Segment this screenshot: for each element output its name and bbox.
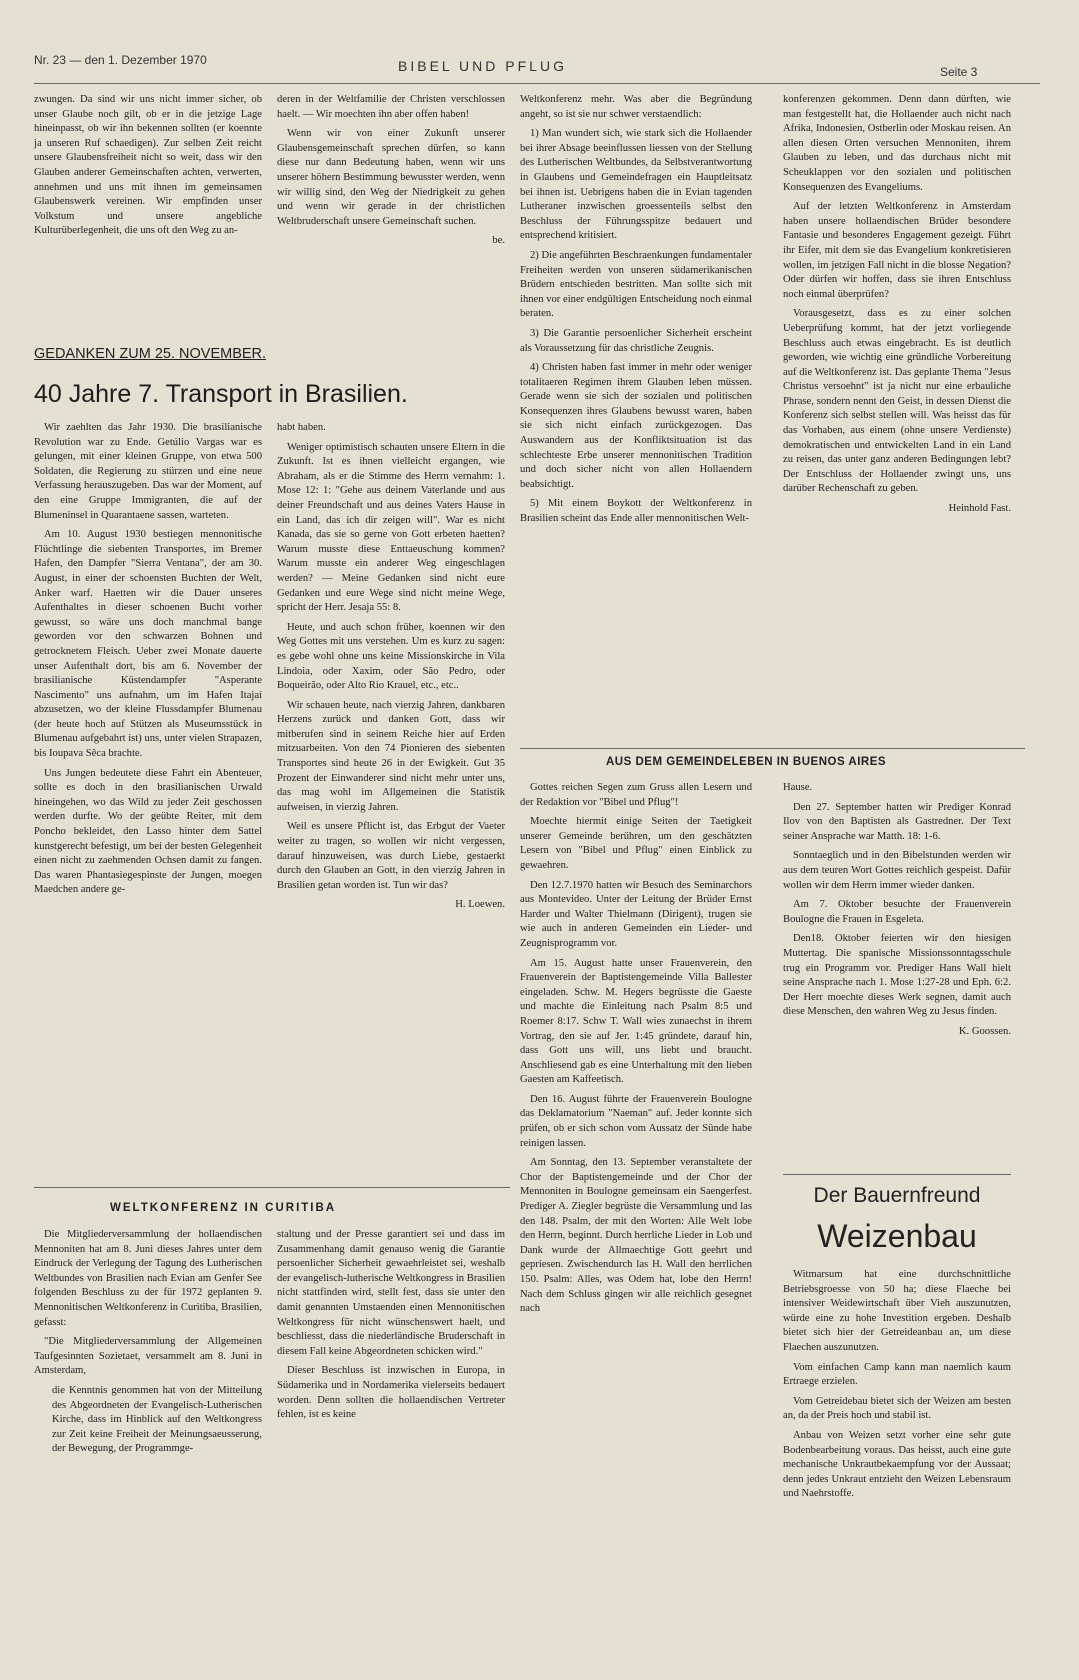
page-number: Seite 3 xyxy=(940,65,978,79)
paragraph: 4) Christen haben fast immer in mehr oder weniger totalitaeren Regimen ihrem Glauben leben müssen. Gerade wenn sie sich der sozialen und politischen Konsequenzen ihres Glaubens bewusst waren, haben sie sich nicht einfach zurückgezogen. Das Auswandern aus der Konfliktsituation ist das schlechteste Erbe unserer mennonitischen Tradition und doch sicher nicht von allen Hollaendern beabsichtigt. xyxy=(520,362,752,490)
paragraph: Am Sonntag, den 13. September veranstaltete der Chor der Baptistengemeinde und der Chor der Mennoniten in Boulogne gemeinsam ein Saengerfest. Prediger A. Ziegler begrüste die Versammlung und las den 148. Psalm, der mit den Worten: Alle Welt lobe den Herrn, beginnt. Durch herrliche Lieder in Lob und Dank wurde der Allmaechtige Gott geehrt und gepriesen. Zwischendurch las H. Wall den herrlichen 150. Psalm: Alles, was Odem hat, lobe den Herrn! Nach dem Schluss gingen wir alle reichlich gesegnet nach xyxy=(520,1157,752,1315)
signature: be. xyxy=(492,235,505,247)
paragraph: 5) Mit einem Boykott der Weltkonferenz in Brasilien scheint das Ende aller mennonitischen Welt- xyxy=(520,498,752,525)
paragraph: zwungen. Da sind wir uns nicht immer sicher, ob unser Glaube noch gilt, ob er in die jetzige Lage hineinpasst, ob wir ihn bekennen sollten (er koennte ja unseren Ruf schaedigen). Zur selben Zeit reicht unsere Glaubensfreiheit nicht so weit, dass wir den Glauben anderer Gemeinschaften achten, verwerten, annehmen und uns mit ihnen im gemeinsamen Glaubenswerk vereinen. Wir empfinden unser Volkstum und unsere angebliche Kulturüberlegenheit, die uns oft den Weg zu an- xyxy=(34,94,262,237)
article-column xyxy=(783,1268,1011,1507)
paragraph: Am 7. Oktober besuchte der Frauenverein Boulogne die Frauen in Esgeleta. xyxy=(783,899,1011,925)
paragraph: 2) Die angeführten Beschraenkungen fundamentaler Freiheiten werden von unseren südamerikanischen Brüdern entschieden bestritten. Man sollte sich mit ihnen vor einer endgültigen Entscheidung noch einmal beraten. xyxy=(520,249,752,320)
section-title: WELTKONFERENZ IN CURITIBA xyxy=(110,1202,337,1214)
paragraph: Die Mitgliederversammlung der hollaendischen Mennoniten hat am 8. Juni dieses Jahres unter dem Eindruck der Verlegung der Tagung des Lutherischen Weltbundes von Brasilien nach Evian am Genfer See folgenden Beschluss zu der für 1972 geplanten 9. Mennonitischen Weltkonferenz in Curitiba, Brasilien, gefasst: xyxy=(34,1229,262,1328)
paragraph: deren in der Weltfamilie der Christen verschlossen haelt. — Wir moechten ihn aber offen haben! xyxy=(277,94,505,120)
article-column xyxy=(783,781,1011,1045)
signature: H. Loewen. xyxy=(455,899,505,911)
paragraph: Moechte hiermit einige Seiten der Taetigkeit unserer Gemeinde berühren, um den geschätzten Lesern von "Bibel und Pflug" einen Einblick zu gewaehren. xyxy=(520,816,752,871)
top-column-1 xyxy=(34,93,262,244)
section-rule xyxy=(34,1187,510,1188)
article-column xyxy=(277,1228,505,1428)
column-kicker: Der Bauernfreund xyxy=(813,1184,981,1207)
paragraph: 3) Die Garantie persoenlicher Sicherheit erscheint als Voraussetzung für das christliche Zeugnis. xyxy=(520,327,752,354)
paragraph: Auf der letzten Weltkonferenz in Amsterdam haben unsere hollaendischen Brüder besondere Fantasie und besonderes Engagement gezeigt. Führt ihr Eifer, mit dem sie das Evangelium konkretisieren wollen, im jetzigen Fall nicht in die blosse Negation? Oder dürfen wir hoffen, dass sie ihren Entschluss noch einmal überprüfen? xyxy=(783,201,1011,300)
quote-paragraph: die Kenntnis genommen hat von der Mitteilung des Abgeordneten der Evangelisch-Lutherischen Kirche, dass im Hinblick auf den Weltkongress zur Zeit keine Freiheit der Meinungsaeusserung, der Bewegung, der Programmge- xyxy=(52,1384,262,1455)
paragraph: Den18. Oktober feierten wir den hiesigen Muttertag. Die spanische Missionssonntagsschule trug ein Programm vor. Prediger Hans Wall hielt seine Ansprache nach 1. Mose 1:27-28 und Eph. 6:2. Der Herr moechte dieses Werk segnen, damit auch diese Menschen, den wahren Weg zu Jesus finden. xyxy=(783,933,1011,1018)
article-headline: Weizenbau xyxy=(817,1218,977,1254)
article-column xyxy=(783,93,1011,522)
paragraph: Vom Getreidebau bietet sich der Weizen am besten an, da der Preis hoch und stabil ist. xyxy=(783,1395,1011,1422)
paragraph: konferenzen gekommen. Denn dann dürften, wie man festgestellt hat, die Hollaender auch nicht nach Afrika, Indonesien, Ostberlin oder Moskau reisen. An allen diesen Orten versuchen Mennoniten, ihrem Glauben zu leben, und das durchaus nicht mit Scheuklappen vor den sozialen und politischen Konsequenzen des Evangeliums. xyxy=(783,94,1012,193)
paragraph: "Die Mitgliederversammlung der Allgemeinen Taufgesinnten Sozietaet, versammelt am 8. Juni in Amsterdam, xyxy=(34,1336,262,1377)
paragraph: Wir zaehlten das Jahr 1930. Die brasilianische Revolution war zu Ende. Getúlio Vargas war es gelungen, mit einer kleinen Gruppe, von etwa 500 Soldaten, die Regierung zu stürzen und eine neue Verfassung herauszugeben. Das war der Moment, auf den eine Gruppe Immigranten, die auf der Blumeninsel in Quarantaene sassen, warteten. xyxy=(34,422,262,521)
header-rule xyxy=(34,83,1040,84)
article-kicker: GEDANKEN ZUM 25. NOVEMBER. xyxy=(34,346,267,362)
paragraph: Anbau von Weizen setzt vorher eine sehr gute Bodenbearbeitung voraus. Das heisst, auch eine gute mechanische Unkrautbekaempfung vor der Aussaat; denn jedes Unkraut entzieht den Weizen Lebensraum und Naehrstoffe. xyxy=(783,1429,1011,1500)
paragraph: Den 12.7.1970 hatten wir Besuch des Seminarchors aus Montevideo. Unter der Leitung der Brüder Ernst Harder und Walter Thielmann (Dirigent), trugen sie wie auch in anderen Gemeinden ein Lieder- und Zeugnisprogramm vor. xyxy=(520,879,752,949)
paragraph: Weil es unsere Pflicht ist, das Erbgut der Vaeter weiter zu tragen, so wollen wir nicht vergessen, darauf hinzuweisen, was durch Liebe, gestaerkt durch den Glauben an Gott, in den vierzig Jahren in Brasilien getan worden ist. Tun wir das? xyxy=(277,821,505,891)
article-column xyxy=(34,1228,262,1462)
paragraph: staltung und der Presse garantiert sei und dass im Zusammenhang damit genauso wenig die Garantie persoenlicher Sicherheit gewaehrleistet sei, weshalb der evangelisch-lutherische Weltkongress in Brasilien nicht stattfinden wird, stellt fest, dass sie unter den damit genannten Umstaenden einen Mennonitischen Weltkongress für nicht wünschenswert haelt, und beschliesst, dass die niederländische Bruderschaft in diesem Fall keine Abgeordneten schicken wird." xyxy=(277,1229,505,1357)
paragraph: Dieser Beschluss ist inzwischen in Europa, in Südamerika und in Nordamerika vielerseits bedauert worden. Denn sollten die hollaendischen Vertreter fehlen, ist es keine xyxy=(277,1365,505,1421)
article-column xyxy=(520,93,752,532)
issue-info: Nr. 23 — den 1. Dezember 1970 xyxy=(34,53,207,67)
section-title: AUS DEM GEMEINDELEBEN IN BUENOS AIRES xyxy=(606,756,887,768)
newspaper-title: BIBEL UND PFLUG xyxy=(398,58,567,74)
article-headline: 40 Jahre 7. Transport in Brasilien. xyxy=(34,380,408,408)
paragraph: Wenn wir von einer Zukunft unserer Glaubensgemeinschaft sprechen dürfen, so kann diese nur dann Bedeutung haben, wenn wir uns unserer höhern Bestimmung bewusster werden, wenn wir willig sind, den Weg der Niedrigkeit zu gehen und wenn wir gerade in der christlichen Weltbruderschaft unsere Gemeinschaft suchen. xyxy=(277,128,505,227)
top-column-2 xyxy=(277,93,505,254)
paragraph: Sonntaeglich und in den Bibelstunden werden wir aus dem teuren Wort Gottes reichlich gespeist. Dafür wollen wir dem Herrn immer wieder danken. xyxy=(783,850,1011,891)
paragraph: Vom einfachen Camp kann man naemlich kaum Ertraege erzielen. xyxy=(783,1361,1011,1388)
article-column xyxy=(520,781,752,1322)
paragraph: Witmarsum hat eine durchschnittliche Betriebsgroesse von 50 ha; diese Flaeche bei intensiver Weidewirtschaft über Vieh auszunutzen, würde eine zu hohe Investition ergeben. Deshalb bietet sich hier der Getreideanbau an, um diese Flaechen auszunutzen. xyxy=(783,1269,1011,1353)
paragraph: Am 15. August hatte unser Frauenverein, den Frauenverein der Baptistengemeinde Villa Ballester eingeladen. Schw. M. Hegers begrüsste die Gaeste und machte die Einleitung nach Psalm 8:5 und Roemer 8:17. Schw T. Wall wies zunaechst in ihrem Vortrag, den sie auf Jer. 1:45 gründete, darauf hin, dass Gott uns will, uns liebt und braucht. Anschliesend gab es eine Unterhaltung mit den lieben Gaesten am Kaffeetisch. xyxy=(520,957,752,1086)
paragraph: habt haben. xyxy=(277,422,326,433)
paragraph: Weniger optimistisch schauten unsere Eltern in die Zukunft. Ist es ihnen vielleicht ergangen, wie Abraham, als er die Stimme des Herrn vernahm: 1. Mose 12: 1: "Gehe aus deinem Vaterlande und aus deiner Freundschaft und aus deines Vaters Hause in ein Land, das ich dir zeigen will". War es nicht Kanada, das sie so gerne von Gott erbeten haetten? Warum musste diese Enttaeuschung kommen? Warum musste ein anderer Weg eingeschlagen werden? — Meine Gedanken sind nicht eure Gedanken und eure Wege sind nicht meine Wege, spricht der Herr. Jesaja 55: 8. xyxy=(277,441,505,614)
section-rule xyxy=(520,748,1025,749)
paragraph: Den 27. September hatten wir Prediger Konrad Ilov von den Baptisten als Gastredner. Der Text seiner Ansprache war Matth. 18: 1-6. xyxy=(783,801,1011,842)
signature: K. Goossen. xyxy=(958,1025,1011,1037)
paragraph: Uns Jungen bedeutete diese Fahrt ein Abenteuer, sollte es doch in den brasilianischen Urwald hineingehen, wo das Wild zu jeder Zeit geschossen werden durfte. Wo der geübte Reiter, mit dem Poncho bekleidet, den Lasso hinter dem Sattel kunstgerecht befestigt, um bei der besten Gelegenheit einen nicht zu zaehmenden Ochsen damit zu fangen. Das waren Phantasiegespinste der Jungen, moegen Maedchen andere ge- xyxy=(34,767,262,896)
article-column xyxy=(34,421,262,903)
article-column xyxy=(277,421,505,918)
section-rule xyxy=(783,1174,1011,1175)
paragraph: Weltkonferenz mehr. Was aber die Begründung angeht, so ist sie nur schwer verstaendlich: xyxy=(520,94,752,120)
paragraph: Gottes reichen Segen zum Gruss allen Lesern und der Redaktion vor "Bibel und Pflug"! xyxy=(520,782,752,808)
paragraph: 1) Man wundert sich, wie stark sich die Hollaender bei ihrer Absage beeinflussen liessen von der Stellung des Lutherischen Weltbundes, da Selbstverantwortung in Glaubens und Gemeindefragen ein Hauptleitsatz bei ihnen ist. Uebrigens haben die in Evian tagenden Lutheraner inzwischen groessenteils selbst den Beschluss der Führungsspitze bedauert und entsprechend kritisiert. xyxy=(520,128,752,242)
paragraph: Vorausgesetzt, dass es zu einer solchen Ueberprüfung kommt, hat der jetzt vorliegende Beschluss auch etwas eingebracht. Es ist deutlich geworden, wie wichtig eine gründliche Vorbereitung auf die Weltkonferenz ist. Das geplante Thema "Jesus Christus versoehnt" ist ja nicht nur eine erbauliche Phrase, sondern nennt den Geist, in dessen Dienst die Konferenz sich selbst stellen will. Was heisst das für das Vorhaben, aus einem (ohne unsere Verdienste) demokratischen und entwickelten Land in ein Land zu reisen, das unter ganz anderen Bedingungen lebt? Der Entschluss der Hollaender zwingt uns, uns darüber Rechenschaft zu geben. xyxy=(783,308,1011,495)
paragraph: Hause. xyxy=(783,782,813,793)
paragraph: Den 16. August führte der Frauenverein Boulogne das Deklamatorium "Naeman" auf. Jeder konnte sich prüfen, ob er sich schon vom Aussatz der Sünde habe reinigen lassen. xyxy=(520,1093,752,1149)
paragraph: Am 10. August 1930 bestiegen mennonitische Flüchtlinge die siebenten Transportes, im Bremer Hafen, den Dampfer "Sierra Ventana", der am 30. August, in einer der schoensten Buchten der Welt, Anker warf. Haetten wir die Dauer unseres Aufenthaltes in dieser schoenen Bucht vorher gewusst, so wäre uns doch manchmal bange geworden vor den schwarzen Bohnen und getrocknetem Fleisch. Ueber zwei Monate dauerte unser Aufenthalt dort, bis am 6. November der brasilianische Küstendampfer "Asperante Nascimento" uns aufnahm, um im Hafen Itajaí abzusetzen, wo der kleine Flussdampfer Blumenau (der heute hoch auf Stützen als Museumsstück in Blumenau aufgebahrt ist) uns, unter vielen Strapazen, bis Ioupava Sêca brachte. xyxy=(34,529,262,760)
paragraph: Heute, und auch schon früher, koennen wir den Weg Gottes mit uns verstehen. Um es kurz zu sagen: es gebe wohl ohne uns keine Missionskirche in Vila Lindoia, oder Xaxim, oder São Pedro, oder Boqueirão, oder Alto Rio Krauel, etc., etc.. xyxy=(277,621,505,692)
signature: Heinhold Fast. xyxy=(948,503,1011,515)
paragraph: Wir schauen heute, nach vierzig Jahren, dankbaren Herzens zurück und danken Gott, dass wir mitberufen sind in seinem Reiche hier auf Erden mitzuarbeiten. Von den 74 Pionieren des siebenten Transportes sind heute 26 in der Ewigkeit. Gut 35 Prozent der Einwanderer sind nicht mehr unter uns, das mag wohl im Allgemeinen die Statistik aufweisen, in vierzig Jahren. xyxy=(277,699,505,813)
